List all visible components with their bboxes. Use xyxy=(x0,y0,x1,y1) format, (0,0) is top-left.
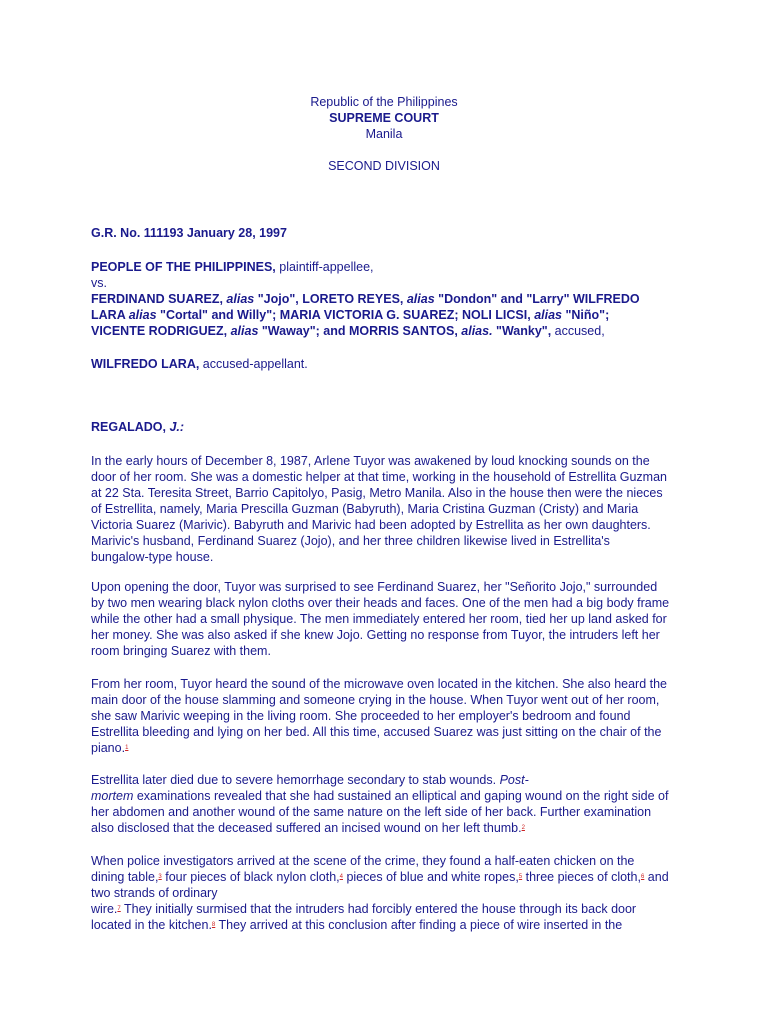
footnote-link-4[interactable]: 4 xyxy=(339,874,343,880)
footnote-link-6[interactable]: 6 xyxy=(640,874,645,880)
paragraph-2: Upon opening the door, Tuyor was surprised to see Ferdinand Suarez, her "Señorito Jojo," surrounded by two men wearing black nylon cloths over their heads and faces. One of the men had a big body frame while the other had a small physique. The men immediately entered her room, tied her up land asked for her money. She was also asked if she knew Jojo. Getting no response from Tuyor, the intruders left her room bringing Suarez with them. xyxy=(91,580,670,658)
division-line: SECOND DIVISION xyxy=(328,159,440,173)
footnote-link-5[interactable]: 5 xyxy=(518,874,523,880)
footnote-link-3[interactable]: 3 xyxy=(158,874,162,880)
court-name: SUPREME COURT xyxy=(329,111,439,125)
city-line: Manila xyxy=(365,127,403,141)
accused-line-2: LARA alias "Cortal" and Willy"; MARIA VICTORIA G. SUAREZ; NOLI LICSI, alias "Niño"; xyxy=(91,308,610,322)
footnote-link-8[interactable]: 8 xyxy=(211,922,216,928)
court-header xyxy=(0,94,768,142)
ponente-line: REGALADO, J.: xyxy=(91,420,185,434)
paragraph-1: In the early hours of December 8, 1987, Arlene Tuyor was awakened by loud knocking sounds on the door of her room. She was a domestic helper at that time, working in the household of Estrellita Guzman at 22 Sta. Teresita Street, Barrio Capitolyo, Pasig, Metro Manila. Also in the house then were the nieces of Estrellita, namely, Maria Prescilla Guzman (Babyruth), Maria Cristina Guzman (Cristy) and Maria Victoria Suarez (Marivic). Babyruth and Marivic had been adopted by Estrellita as her own daughters. Marivic's husband, Ferdinand Suarez (Jojo), and her three children likewise lived in Estrellita's bungalow-type house. xyxy=(91,454,667,564)
case-number: G.R. No. 111193 January 28, 1997 xyxy=(91,226,287,240)
footnote-link-7[interactable]: 7 xyxy=(117,906,121,912)
paragraph-3: From her room, Tuyor heard the sound of the microwave oven located in the kitchen. She also heard the main door of the house slamming and someone crying in the house. When Tuyor went out of her room, she saw Marivic weeping in the living room. She proceeded to her employer's bedroom and found Estrellita bleeding and lying on her bed. All this time, accused Suarez was just sitting on the chair of the piano.$^1$ xyxy=(91,677,668,755)
footnote-link-1[interactable]: 1 xyxy=(125,745,129,751)
appellant-line: WILFREDO LARA, accused-appellant. xyxy=(91,357,308,371)
republic-line: Republic of the Philippines xyxy=(310,95,458,109)
paragraph-4: Estrellita later died due to severe hemorrhage secondary to stab wounds. Post- mortem examinations revealed that she had sustained an elliptical and gaping wound on the right side of her abdomen and another wound of the same nature on the left side of her back. Further examination also disclosed that the deceased suffered an incised wound on her left thumb.$^2$ xyxy=(91,773,669,835)
footnote-link-2[interactable]: 2 xyxy=(521,825,525,831)
accused-line-1: FERDINAND SUAREZ, alias "Jojo", LORETO REYES, alias "Dondon" and "Larry" WILFREDO xyxy=(91,292,640,306)
versus-line: vs. xyxy=(91,276,107,290)
accused-line-3: VICENTE RODRIGUEZ, alias "Waway"; and MORRIS SANTOS, alias. "Wanky", accused, xyxy=(91,324,605,338)
plaintiff-line: PEOPLE OF THE PHILIPPINES, plaintiff-appellee, xyxy=(91,260,374,274)
paragraph-5: When police investigators arrived at the scene of the crime, they found a half-eaten chicken on the dining table,$^3$ four pieces of black nylon cloth,$^4$ pieces of blue and white ropes,$^5$ three pieces of cloth,$^6$ and two strands of ordinary wire.$^7$ They initially surmised that the intruders had forcibly entered the house through its back door located in the kitchen.$^8$ They arrived at this conclusion after finding a piece of wire inserted in the xyxy=(91,854,669,932)
case-parties xyxy=(91,259,671,339)
